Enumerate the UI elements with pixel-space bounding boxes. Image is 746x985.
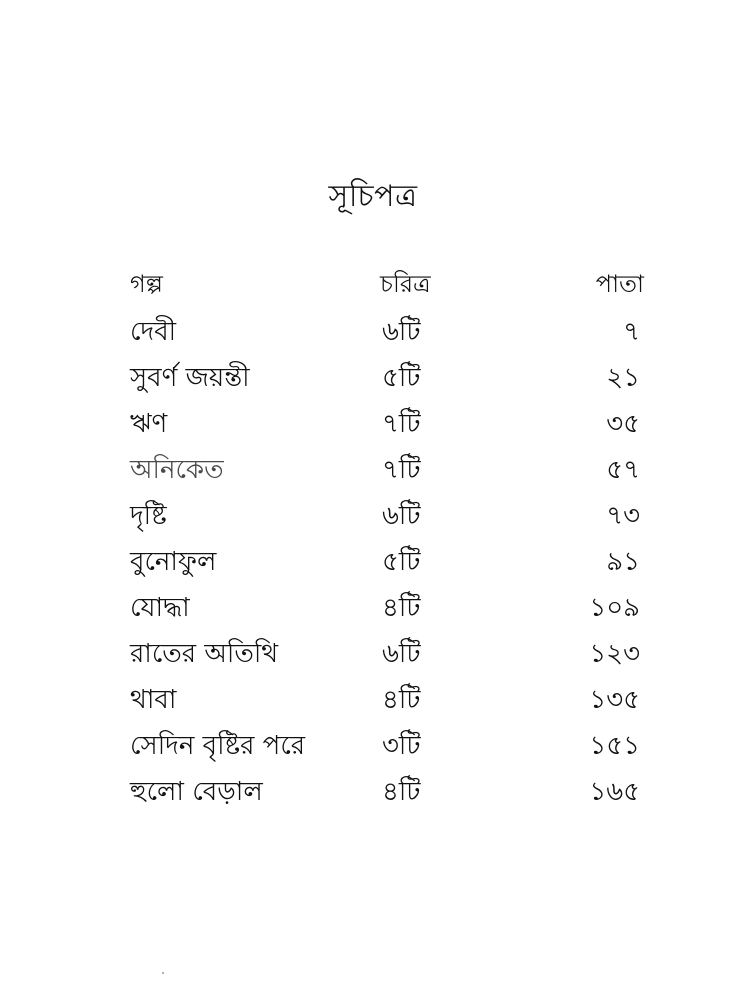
page-number: ৭৩	[606, 501, 640, 531]
toc-entry	[130, 724, 640, 770]
toc-entry	[130, 678, 640, 724]
toc-entry	[130, 586, 640, 632]
story-title: অনিকেত	[130, 455, 224, 485]
story-title: রাতের অতিথি	[130, 639, 279, 669]
page-number: ১২৩	[589, 639, 640, 669]
column-header-characters: চরিত্র	[380, 270, 431, 298]
page-title: সূচিপত্র	[328, 179, 418, 214]
toc-header-row	[130, 262, 644, 310]
toc-entry	[130, 310, 640, 356]
story-title: সেদিন বৃষ্টির পরে	[130, 731, 306, 761]
character-count: ৭টি	[382, 455, 421, 485]
column-header-page: পাতা	[595, 270, 644, 298]
story-title: থাবা	[130, 685, 177, 715]
story-title: সুবর্ণ জয়ন্তী	[130, 363, 250, 393]
toc-entry	[130, 494, 640, 540]
toc-entry	[130, 540, 640, 586]
page-number: ২১	[606, 363, 640, 393]
story-title: যোদ্ধা	[130, 593, 190, 623]
page-number: ৭	[623, 317, 640, 347]
character-count: ৬টি	[382, 501, 421, 531]
character-count: ৩টি	[382, 731, 421, 761]
page-number: ১৫১	[589, 731, 640, 761]
page-number: ১৩৫	[589, 685, 640, 715]
paper-speck	[162, 972, 164, 974]
story-title: হুলো বেড়াল	[130, 777, 263, 807]
character-count: ৬টি	[382, 639, 421, 669]
character-count: ৪টি	[382, 685, 421, 715]
character-count: ৪টি	[382, 593, 421, 623]
story-title: বুনোফুল	[130, 547, 217, 577]
character-count: ৪টি	[382, 777, 421, 807]
character-count: ৭টি	[382, 409, 421, 439]
toc-entry	[130, 402, 640, 448]
story-title: ঋণ	[130, 409, 168, 439]
toc-entry	[130, 356, 640, 402]
character-count: ৬টি	[382, 317, 421, 347]
toc-entry	[130, 770, 640, 816]
character-count: ৫টি	[382, 363, 421, 393]
story-title: দেবী	[130, 317, 177, 347]
story-title: দৃষ্টি	[130, 501, 167, 531]
page-number: ৩৫	[606, 409, 640, 439]
page-number: ৫৭	[606, 455, 640, 485]
column-header-story: গল্প	[130, 270, 163, 298]
toc-entry	[130, 632, 640, 678]
character-count: ৫টি	[382, 547, 421, 577]
page-number: ১৬৫	[589, 777, 640, 807]
page-number: ৯১	[606, 547, 640, 577]
page-number: ১০৯	[589, 593, 640, 623]
toc-entry	[130, 448, 640, 494]
table-of-contents	[130, 262, 644, 816]
